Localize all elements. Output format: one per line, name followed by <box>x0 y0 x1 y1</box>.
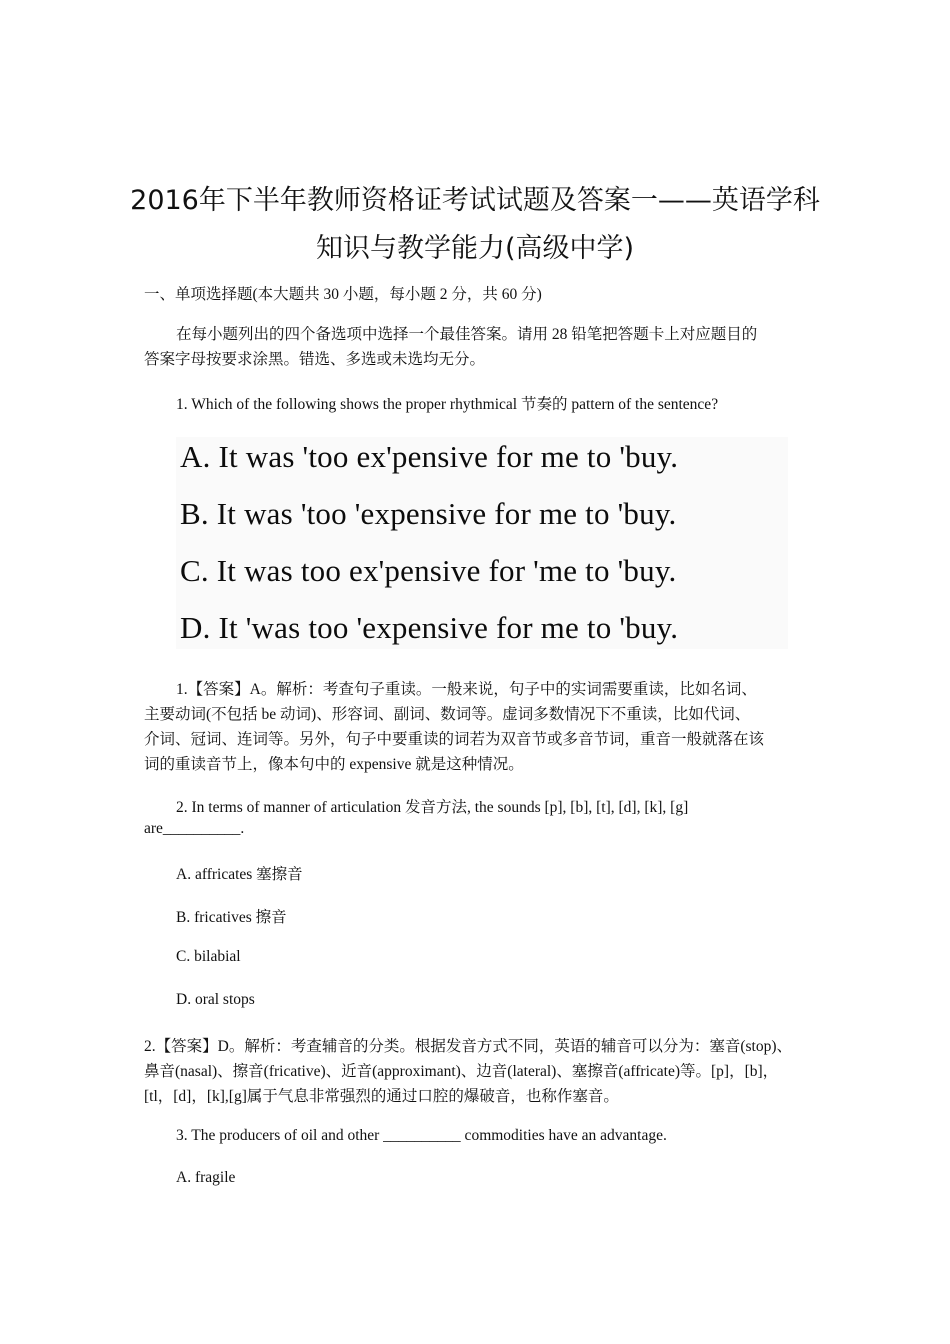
question-1-options-image <box>176 437 788 649</box>
question-2-answer-line-1: 2.【答案】D。解析：考查辅音的分类。根据发音方式不同，英语的辅音可以分为：塞音(stop)、 <box>144 1038 792 1055</box>
section-heading: 一、单项选择题(本大题共 30 小题，每小题 2 分，共 60 分) <box>144 286 542 303</box>
question-2-option-b: B. fricatives 擦音 <box>176 909 287 926</box>
instruction-line-1: 在每小题列出的四个备选项中选择一个最佳答案。请用 28 铅笔把答题卡上对应题目的 <box>176 326 758 343</box>
instruction-line-2: 答案字母按要求涂黑。错选、多选或未选均无分。 <box>144 351 486 368</box>
document-title-line-2: 知识与教学能力(高级中学) <box>315 233 635 264</box>
question-1-option-b: B. It was 'too 'expensive for me to 'buy. <box>180 496 677 531</box>
question-3-stem: 3. The producers of oil and other __________ commodities have an advantage. <box>176 1127 667 1144</box>
question-1-option-a: A. It was 'too ex'pensive for me to 'buy. <box>180 439 679 474</box>
question-1-option-c: C. It was too ex'pensive for 'me to 'buy. <box>180 553 677 588</box>
question-2-answer-line-3: [tl，[d]，[k],[g]属于气息非常强烈的通过口腔的爆破音，也称作塞音。 <box>144 1088 619 1105</box>
question-1-answer-line-1: 1.【答案】A。解析：考查句子重读。一般来说，句子中的实词需要重读，比如名词、 <box>176 681 757 698</box>
question-3-option-a: A. fragile <box>176 1169 236 1186</box>
question-2-stem-line-1: 2. In terms of manner of articulation 发音方法, the sounds [p], [b], [t], [d], [k], [g] <box>176 799 689 816</box>
question-1-stem: 1. Which of the following shows the proper rhythmical 节奏的 pattern of the sentence? <box>176 396 719 413</box>
question-1-option-d: D. It 'was too 'expensive for me to 'buy. <box>180 610 679 645</box>
question-2-option-a: A. affricates 塞擦音 <box>176 866 303 883</box>
question-2-stem-line-2: are__________. <box>144 820 245 837</box>
question-2-option-d: D. oral stops <box>176 991 255 1008</box>
question-1-answer-line-4: 词的重读音节上，像本句中的 expensive 就是这种情况。 <box>144 756 524 773</box>
question-1-answer-line-3: 介词、冠词、连词等。另外，句子中要重读的词若为双音节或多音节词，重音一般就落在该 <box>144 731 765 748</box>
question-2-answer-line-2: 鼻音(nasal)、擦音(fricative)、近音(approximant)、边音(lateral)、塞擦音(affricate)等。[p]，[b]， <box>144 1063 779 1080</box>
question-2-option-c: C. bilabial <box>176 948 241 965</box>
document-title-line-1: 2016年下半年教师资格证考试试题及答案一——英语学科 <box>130 185 820 216</box>
question-1-answer-line-2: 主要动词(不包括 be 动词)、形容词、副词、数词等。虚词多数情况下不重读，比如代词、 <box>144 706 751 723</box>
